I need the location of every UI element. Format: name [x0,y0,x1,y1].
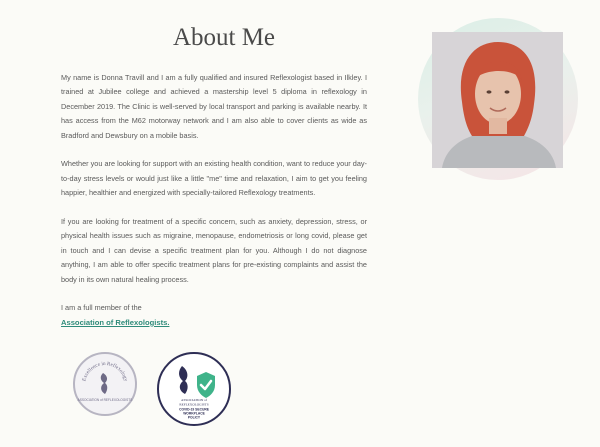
membership-text: I am a full member of the [61,303,142,313]
badge-covid-line4: WORKPLACE [183,411,205,416]
about-content [61,71,367,330]
profile-photo-frame [418,18,578,180]
support-paragraph: Whether you are looking for support with an existing health condition, want to reduce your day-to-day stress levels or would just like a little "me" time and relaxation, I aim to get you feeling happier, healthier and energized with specially-tailored Reflexology treatments. [61,159,367,198]
treatment-paragraph: If you are looking for treatment of a specific concern, such as anxiety, depression, stress, or physical health issues such as migraine, menopause, endometriosis or long covid, please get in touch and I can devise a specific treatment plan for you. Although I do not diagnose anything, I am able to offer specific treatment plans for pre-existing complaints and assist the body in its own natural healing process. [61,217,367,284]
badge-covid-line2: REFLEXOLOGISTS [179,402,209,407]
association-link[interactable]: Association of Reflexologists. [61,317,170,327]
badge-covid-line1: ASSOCIATION of [181,398,207,402]
badge-excellence-text: Excellence in Reflexology [81,360,129,382]
profile-photo [432,32,563,168]
shield-check-icon [197,372,215,398]
page-title: About Me [172,24,276,51]
badge-covid-line3: COVID-19 SECURE [179,407,209,412]
badge-association-text: ASSOCIATION of REFLEXOLOGISTS [77,398,133,402]
reflexology-logo-icon [179,366,188,394]
intro-paragraph: My name is Donna Travill and I am a fully qualified and insured Reflexologist based in Ilkley. I trained at Jubilee college and achieved a mastership level 5 diploma in reflexology in December 2019. The Clinic is well-served by local transport and parking is available nearby. It has access from the M62 motorway network and I am also able to cover clients as wide as Bradford and Dewsbury on a mobile basis. [61,73,367,140]
membership-paragraph [61,301,367,330]
excellence-in-reflexology-badge [73,352,137,416]
covid-secure-badge [157,352,231,426]
badge-covid-line5: POLICY [187,415,201,420]
